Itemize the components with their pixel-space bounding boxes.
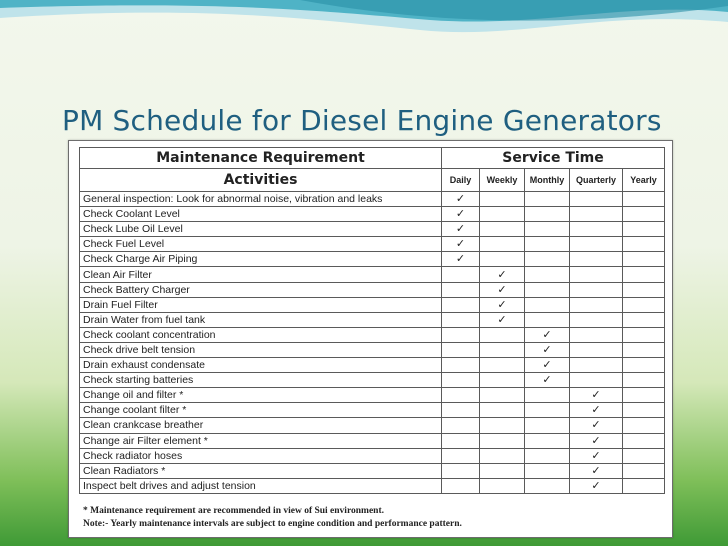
daily-cell	[442, 358, 480, 373]
yearly-cell	[623, 373, 665, 388]
activity-cell: Check Coolant Level	[80, 207, 442, 222]
checkmark-icon: ✓	[570, 403, 623, 418]
monthly-cell	[525, 192, 570, 207]
activity-cell: Drain Water from fuel tank	[80, 312, 442, 327]
daily-cell	[442, 373, 480, 388]
table-row	[80, 267, 665, 282]
checkmark-icon: ✓	[480, 312, 525, 327]
quarterly-cell	[570, 207, 623, 222]
weekly-cell	[480, 418, 525, 433]
quarterly-cell	[570, 282, 623, 297]
weekly-cell	[480, 358, 525, 373]
maintenance-schedule-table	[79, 147, 665, 494]
checkmark-icon: ✓	[442, 252, 480, 267]
yearly-cell	[623, 478, 665, 493]
activity-cell: Check Fuel Level	[80, 237, 442, 252]
weekly-cell	[480, 342, 525, 357]
monthly-cell	[525, 418, 570, 433]
monthly-cell	[525, 237, 570, 252]
checkmark-icon: ✓	[570, 448, 623, 463]
activity-cell: General inspection: Look for abnormal noise, vibration and leaks	[80, 192, 442, 207]
checkmark-icon: ✓	[442, 207, 480, 222]
table-row	[80, 403, 665, 418]
activity-cell: Clean Air Filter	[80, 267, 442, 282]
col-monthly: Monthly	[525, 169, 570, 192]
note-line-1: * Maintenance requirement are recommended in view of Sui environment.	[83, 506, 384, 516]
monthly-cell	[525, 282, 570, 297]
daily-cell	[442, 388, 480, 403]
yearly-cell	[623, 433, 665, 448]
col-weekly: Weekly	[480, 169, 525, 192]
monthly-cell	[525, 312, 570, 327]
quarterly-cell	[570, 327, 623, 342]
yearly-cell	[623, 237, 665, 252]
quarterly-cell	[570, 342, 623, 357]
checkmark-icon: ✓	[525, 342, 570, 357]
monthly-cell	[525, 297, 570, 312]
yearly-cell	[623, 463, 665, 478]
activity-cell: Inspect belt drives and adjust tension	[80, 478, 442, 493]
yearly-cell	[623, 282, 665, 297]
checkmark-icon: ✓	[570, 463, 623, 478]
daily-cell	[442, 297, 480, 312]
yearly-cell	[623, 418, 665, 433]
activity-cell: Change coolant filter *	[80, 403, 442, 418]
table-row	[80, 207, 665, 222]
table-row	[80, 433, 665, 448]
daily-cell	[442, 448, 480, 463]
monthly-cell	[525, 207, 570, 222]
monthly-cell	[525, 403, 570, 418]
daily-cell	[442, 342, 480, 357]
table-row	[80, 373, 665, 388]
slide-title: PM Schedule for Diesel Engine Generators	[62, 104, 662, 137]
weekly-cell	[480, 192, 525, 207]
monthly-cell	[525, 433, 570, 448]
yearly-cell	[623, 358, 665, 373]
daily-cell	[442, 463, 480, 478]
activity-cell: Drain Fuel Filter	[80, 297, 442, 312]
weekly-cell	[480, 237, 525, 252]
quarterly-cell	[570, 358, 623, 373]
checkmark-icon: ✓	[570, 388, 623, 403]
col-quarterly: Quarterly	[570, 169, 623, 192]
checkmark-icon: ✓	[570, 478, 623, 493]
yearly-cell	[623, 327, 665, 342]
table-row	[80, 222, 665, 237]
weekly-cell	[480, 388, 525, 403]
quarterly-cell	[570, 312, 623, 327]
table-row	[80, 418, 665, 433]
weekly-cell	[480, 433, 525, 448]
weekly-cell	[480, 373, 525, 388]
quarterly-cell	[570, 192, 623, 207]
weekly-cell	[480, 327, 525, 342]
checkmark-icon: ✓	[480, 282, 525, 297]
activity-cell: Clean Radiators *	[80, 463, 442, 478]
daily-cell	[442, 327, 480, 342]
checkmark-icon: ✓	[525, 358, 570, 373]
note-line-2: Note:- Yearly maintenance intervals are subject to engine condition and performance pattern.	[83, 519, 462, 529]
activity-cell: Check Charge Air Piping	[80, 252, 442, 267]
daily-cell	[442, 418, 480, 433]
table-row	[80, 192, 665, 207]
yearly-cell	[623, 448, 665, 463]
monthly-cell	[525, 267, 570, 282]
yearly-cell	[623, 252, 665, 267]
table-row	[80, 237, 665, 252]
table-row	[80, 312, 665, 327]
quarterly-cell	[570, 222, 623, 237]
weekly-cell	[480, 207, 525, 222]
monthly-cell	[525, 463, 570, 478]
checkmark-icon: ✓	[442, 192, 480, 207]
schedule-rows	[80, 192, 665, 494]
monthly-cell	[525, 478, 570, 493]
table-row	[80, 388, 665, 403]
daily-cell	[442, 478, 480, 493]
col-yearly: Yearly	[623, 169, 665, 192]
daily-cell	[442, 282, 480, 297]
weekly-cell	[480, 403, 525, 418]
table-row	[80, 327, 665, 342]
header-maintenance-requirement: Maintenance Requirement	[80, 148, 442, 169]
monthly-cell	[525, 388, 570, 403]
yearly-cell	[623, 192, 665, 207]
yearly-cell	[623, 222, 665, 237]
activity-cell: Check radiator hoses	[80, 448, 442, 463]
yearly-cell	[623, 403, 665, 418]
checkmark-icon: ✓	[480, 297, 525, 312]
checkmark-icon: ✓	[442, 237, 480, 252]
activity-cell: Change air Filter element *	[80, 433, 442, 448]
daily-cell	[442, 433, 480, 448]
schedule-sheet	[68, 140, 673, 538]
weekly-cell	[480, 478, 525, 493]
quarterly-cell	[570, 297, 623, 312]
header-wave-decoration	[0, 0, 728, 70]
header-service-time: Service Time	[442, 148, 665, 169]
activity-cell: Change oil and filter *	[80, 388, 442, 403]
yearly-cell	[623, 342, 665, 357]
checkmark-icon: ✓	[570, 433, 623, 448]
table-row	[80, 252, 665, 267]
yearly-cell	[623, 297, 665, 312]
daily-cell	[442, 403, 480, 418]
activity-cell: Check Lube Oil Level	[80, 222, 442, 237]
table-row	[80, 448, 665, 463]
table-row	[80, 478, 665, 493]
quarterly-cell	[570, 267, 623, 282]
checkmark-icon: ✓	[570, 418, 623, 433]
quarterly-cell	[570, 237, 623, 252]
activity-cell: Check coolant concentration	[80, 327, 442, 342]
table-row	[80, 297, 665, 312]
weekly-cell	[480, 222, 525, 237]
daily-cell	[442, 312, 480, 327]
yearly-cell	[623, 388, 665, 403]
table-row	[80, 282, 665, 297]
weekly-cell	[480, 448, 525, 463]
weekly-cell	[480, 463, 525, 478]
checkmark-icon: ✓	[525, 373, 570, 388]
notes	[83, 505, 462, 531]
daily-cell	[442, 267, 480, 282]
table-row	[80, 463, 665, 478]
checkmark-icon: ✓	[525, 327, 570, 342]
col-daily: Daily	[442, 169, 480, 192]
table-row	[80, 342, 665, 357]
monthly-cell	[525, 252, 570, 267]
checkmark-icon: ✓	[442, 222, 480, 237]
activity-cell: Check Battery Charger	[80, 282, 442, 297]
monthly-cell	[525, 222, 570, 237]
yearly-cell	[623, 312, 665, 327]
table-row	[80, 358, 665, 373]
quarterly-cell	[570, 373, 623, 388]
yearly-cell	[623, 267, 665, 282]
activity-cell: Drain exhaust condensate	[80, 358, 442, 373]
activity-cell: Clean crankcase breather	[80, 418, 442, 433]
monthly-cell	[525, 448, 570, 463]
header-activities: Activities	[80, 169, 442, 192]
weekly-cell	[480, 252, 525, 267]
activity-cell: Check starting batteries	[80, 373, 442, 388]
yearly-cell	[623, 207, 665, 222]
activity-cell: Check drive belt tension	[80, 342, 442, 357]
quarterly-cell	[570, 252, 623, 267]
checkmark-icon: ✓	[480, 267, 525, 282]
